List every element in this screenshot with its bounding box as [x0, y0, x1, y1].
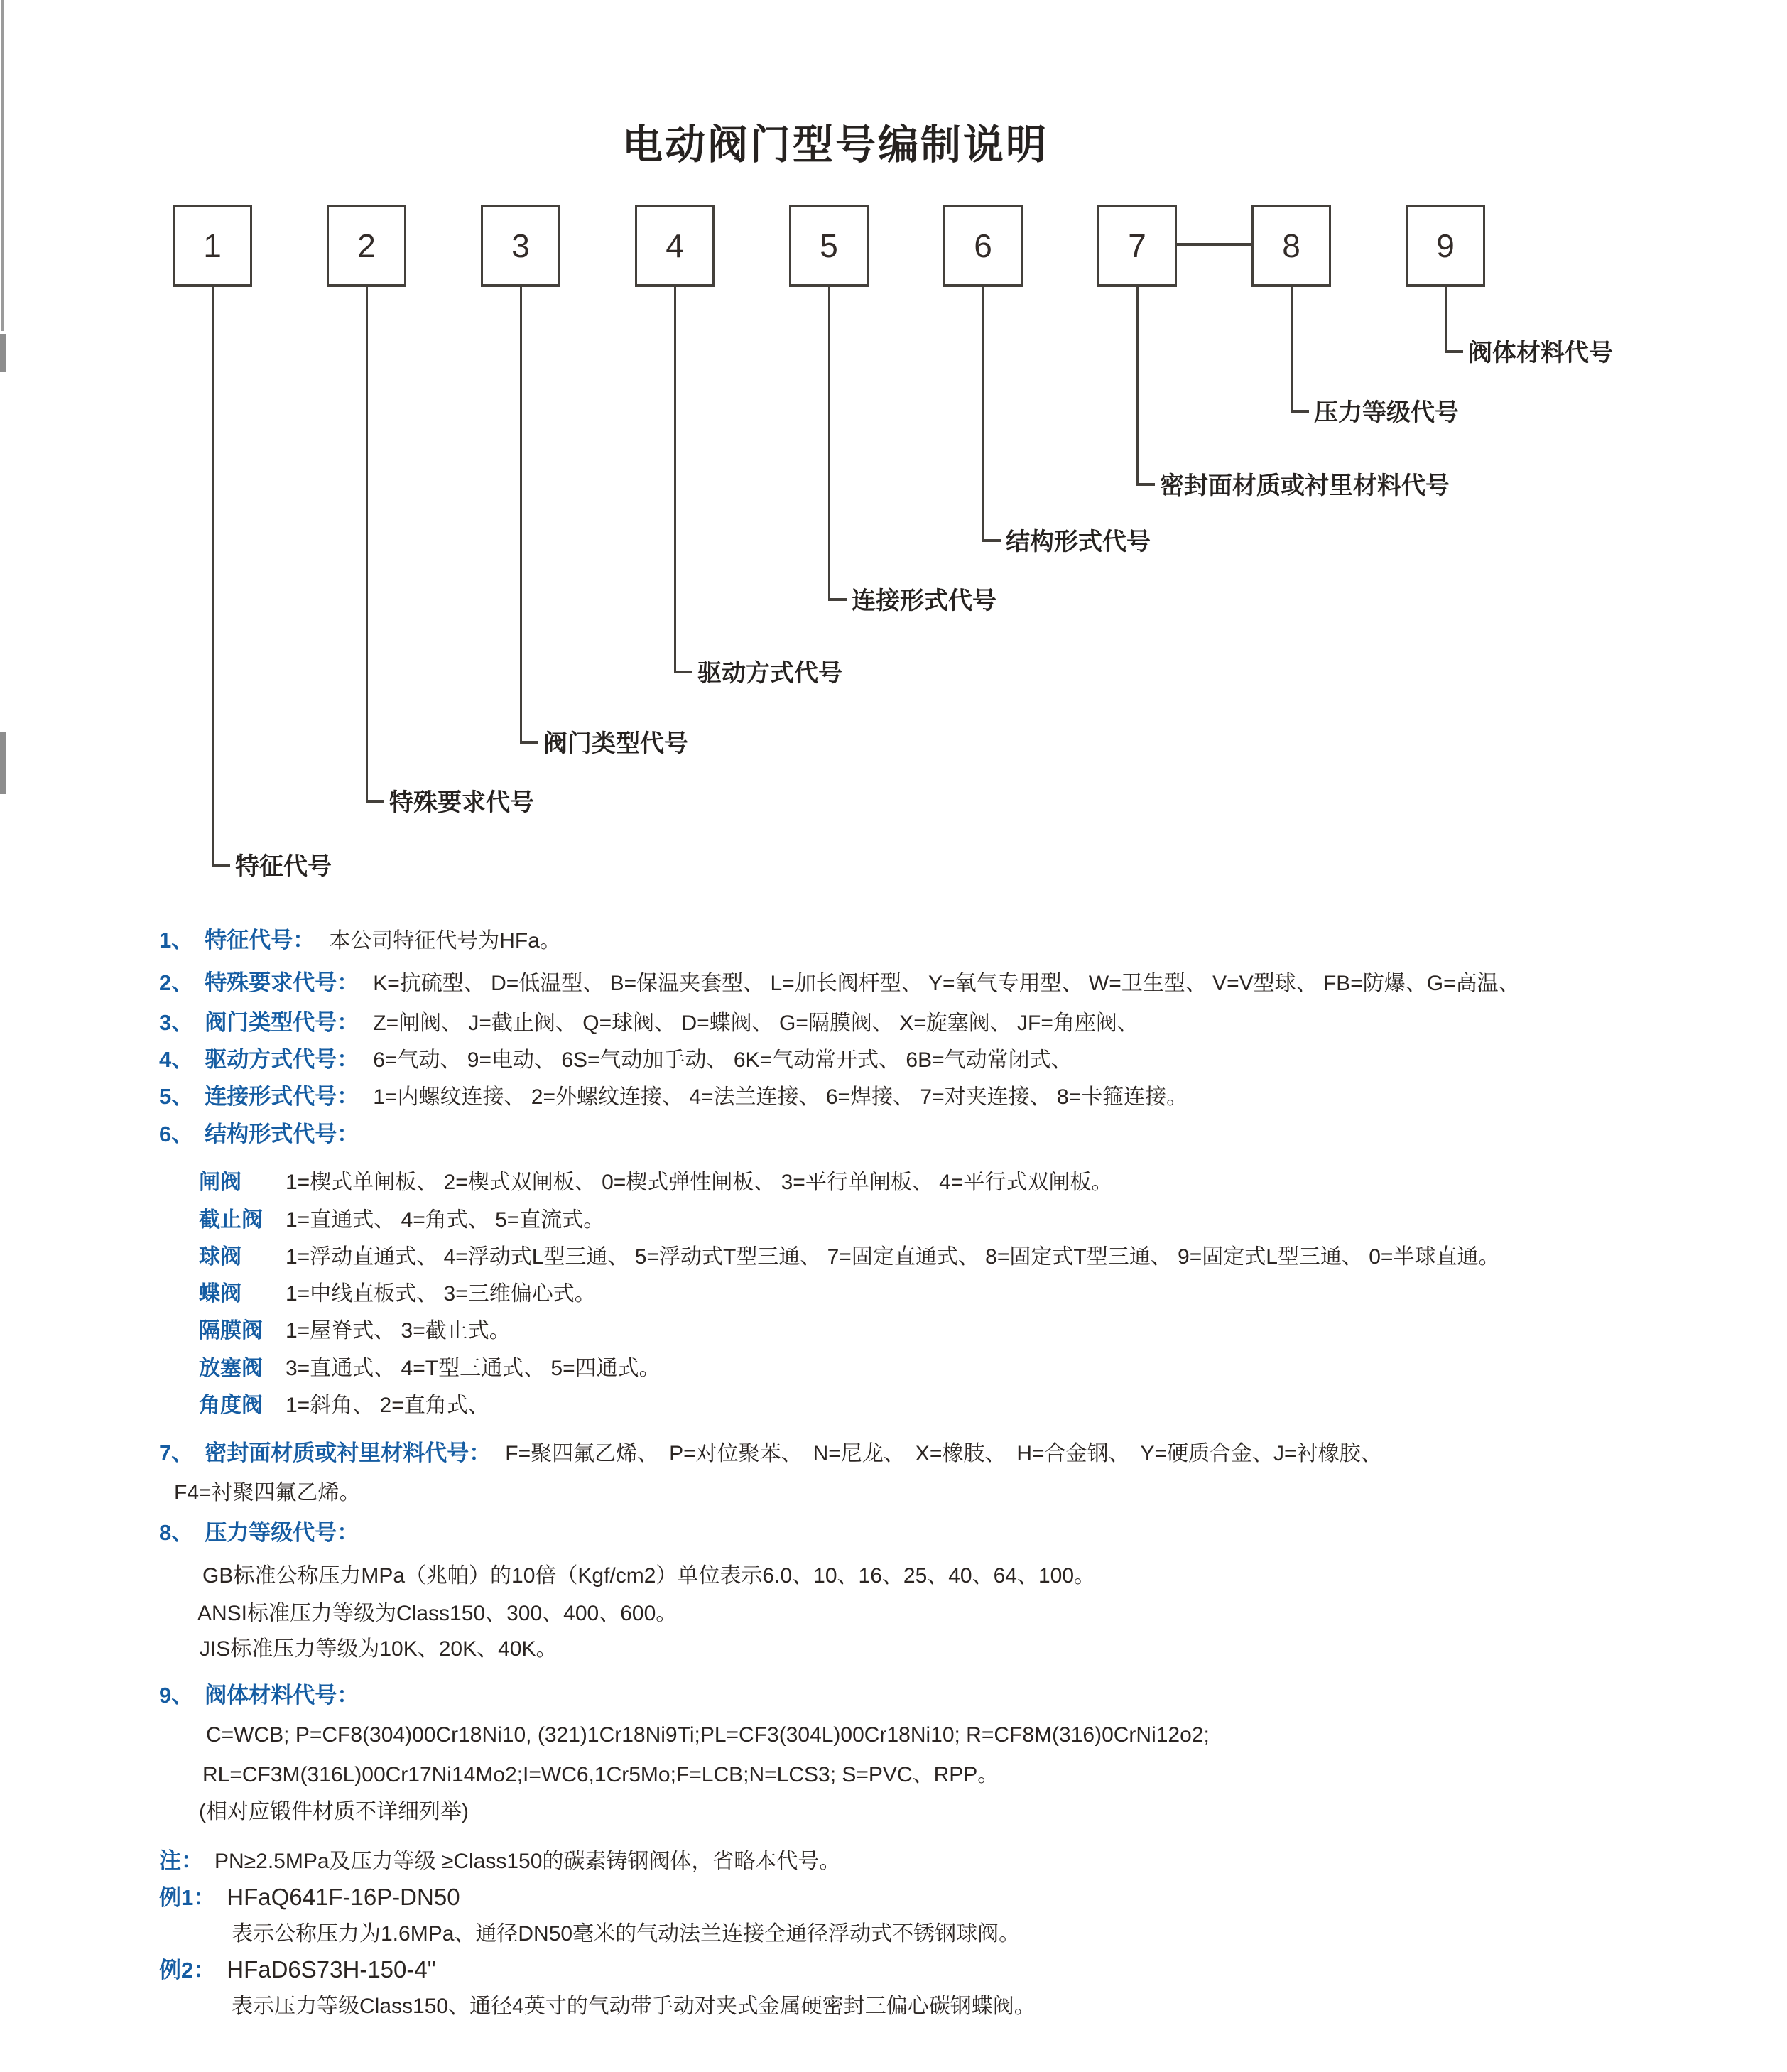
diagram-label-valve-body-material: 阀体材料代号	[1468, 340, 1613, 367]
valve-codes: 1=楔式单闸板、 2=楔式双闸板、 0=楔式弹性闸板、 3=平行单闸板、 4=平行式双闸板。	[286, 1171, 1113, 1194]
section-content: 本公司特征代号为HFa。	[329, 929, 561, 953]
section-7-continuation: F4=衬聚四氟乙烯。	[174, 1481, 361, 1504]
diagram-label-special-requirement: 特殊要求代号	[389, 789, 534, 816]
box-number: 9	[1436, 227, 1455, 264]
valve-name: 球阀	[199, 1245, 241, 1269]
section-row-6	[159, 1121, 373, 1149]
section-number: 6、	[159, 1122, 194, 1146]
section-number: 9、	[159, 1683, 194, 1708]
note-row	[159, 1848, 840, 1875]
section-row-9	[159, 1682, 373, 1710]
section-label: 结构形式代号：	[205, 1122, 359, 1146]
leader-corner-6	[982, 539, 1001, 542]
diagram-label-valve-type: 阀门类型代号	[543, 730, 688, 757]
example-2-row	[159, 1956, 435, 1985]
leader-line-1	[212, 287, 214, 867]
diagram-label-connection-form: 连接形式代号	[852, 587, 996, 614]
box-number: 6	[974, 227, 992, 264]
valve-codes: 1=斜角、 2=直角式、	[286, 1394, 489, 1417]
valve-codes: 3=直通式、 4=T型三通式、 5=四通式。	[286, 1357, 661, 1380]
material-line-3: (相对应锻件材质不详细列举)	[199, 1800, 469, 1823]
valve-name: 蝶阀	[199, 1282, 241, 1306]
leader-corner-9	[1445, 350, 1463, 353]
pressure-line-jis: JIS标准压力等级为10K、20K、40K。	[200, 1637, 558, 1661]
leader-corner-5	[828, 598, 847, 601]
valve-codes: 1=屋脊式、 3=截止式。	[286, 1319, 511, 1343]
structure-row-diaphragm-valve	[199, 1318, 511, 1345]
section-row-1	[159, 927, 561, 955]
diagram-box-5	[789, 205, 869, 287]
left-crop-mark-line	[1, 0, 4, 331]
leader-line-7	[1136, 287, 1139, 486]
page-title: 电动阀门型号编制说明	[622, 122, 1048, 168]
structure-row-butterfly-valve	[199, 1281, 596, 1308]
box-number: 7	[1128, 227, 1146, 264]
example-1-row	[159, 1884, 460, 1912]
left-crop-mark-bar-1	[0, 334, 6, 372]
structure-row-gate-valve	[199, 1169, 1112, 1196]
connector-box7-box8	[1177, 243, 1251, 246]
section-row-3	[159, 1009, 1139, 1037]
pressure-line-ansi: ANSI标准压力等级为Class150、300、400、600。	[197, 1602, 678, 1625]
leader-line-3	[520, 287, 522, 744]
leader-corner-1	[212, 864, 230, 867]
diagram-label-drive-mode: 驱动方式代号	[697, 660, 842, 687]
left-crop-mark-bar-2	[0, 732, 6, 794]
structure-row-globe-valve	[199, 1207, 604, 1234]
example-1-code: HFaQ641F-16P-DN50	[227, 1884, 460, 1910]
valve-name: 隔膜阀	[199, 1319, 263, 1343]
section-content: 6=气动、 9=电动、 6S=气动加手动、 6K=气动常开式、 6B=气动常闭式、	[373, 1048, 1072, 1072]
section-number: 7、	[159, 1441, 194, 1465]
section-number: 3、	[159, 1010, 194, 1035]
leader-corner-4	[674, 671, 692, 673]
box-number: 5	[820, 227, 838, 264]
section-row-5	[159, 1083, 1188, 1111]
leader-corner-2	[366, 800, 384, 803]
valve-name: 角度阀	[199, 1394, 263, 1417]
section-content: 1=内螺纹连接、 2=外螺纹连接、 4=法兰连接、 6=焊接、 7=对夹连接、 8=卡箍连接。	[373, 1085, 1188, 1109]
leader-corner-3	[520, 741, 538, 744]
section-content: K=抗硫型、 D=低温型、 B=保温夹套型、 L=加长阀杆型、 Y=氧气专用型、 W=卫生型、 V=V型球、 FB=防爆、G=高温、	[373, 972, 1520, 995]
leader-line-4	[674, 287, 676, 673]
leader-line-5	[828, 287, 830, 601]
diagram-label-sealing-material: 密封面材质或衬里材料代号	[1160, 472, 1450, 499]
section-label: 驱动方式代号：	[205, 1047, 359, 1072]
section-number: 4、	[159, 1047, 194, 1072]
section-label: 压力等级代号：	[205, 1520, 359, 1545]
diagram-box-2	[327, 205, 406, 287]
diagram-box-7	[1097, 205, 1177, 287]
section-number: 5、	[159, 1084, 194, 1109]
valve-name: 截止阀	[199, 1208, 263, 1232]
box-number: 3	[511, 227, 530, 264]
example-2-code: HFaD6S73H-150-4"	[227, 1956, 436, 1982]
diagram-label-structure-form: 结构形式代号	[1006, 528, 1151, 555]
material-line-2: RL=CF3M(316L)00Cr17Ni14Mo2;I=WC6,1Cr5Mo;F=LCB;N=LCS3; S=PVC、RPP。	[202, 1763, 999, 1786]
section-label: 阀体材料代号：	[205, 1683, 359, 1708]
valve-codes: 1=直通式、 4=角式、 5=直流式。	[286, 1208, 605, 1232]
leader-corner-8	[1291, 410, 1309, 413]
box-number: 1	[203, 227, 222, 264]
example-1-description: 表示公称压力为1.6MPa、通径DN50毫米的气动法兰连接全通径浮动式不锈钢球阀。	[232, 1922, 1021, 1946]
diagram-label-feature-code: 特征代号	[235, 853, 332, 880]
leader-line-2	[366, 287, 368, 803]
pressure-line-gb: GB标准公称压力MPa（兆帕）的10倍（Kgf/cm2）单位表示6.0、10、16、25、40、64、100。	[202, 1564, 1096, 1588]
section-label: 连接形式代号：	[205, 1084, 359, 1109]
box-number: 2	[357, 227, 376, 264]
leader-corner-7	[1136, 483, 1155, 486]
material-line-1: C=WCB; P=CF8(304)00Cr18Ni10, (321)1Cr18Ni9Ti;PL=CF3(304L)00Cr18Ni10; R=CF8M(316)0CrNi12o2;	[206, 1723, 1210, 1747]
structure-row-plug-valve	[199, 1355, 661, 1382]
section-number: 2、	[159, 970, 194, 995]
diagram-label-pressure-class: 压力等级代号	[1314, 399, 1459, 426]
section-content: F=聚四氟乙烯、 P=对位聚苯、 N=尼龙、 X=橡肢、 H=合金钢、 Y=硬质合金、J=衬橡胶、	[505, 1442, 1382, 1465]
section-row-2	[159, 970, 1520, 997]
leader-line-8	[1291, 287, 1293, 413]
section-content: Z=闸阀、 J=截止阀、 Q=球阀、 D=蝶阀、 G=隔膜阀、 X=旋塞阀、 JF=角座阀、	[373, 1011, 1139, 1035]
diagram-box-6	[943, 205, 1023, 287]
diagram-box-3	[481, 205, 560, 287]
leader-line-6	[982, 287, 984, 542]
note-label: 注：	[159, 1848, 203, 1873]
valve-name: 放塞阀	[199, 1357, 263, 1380]
diagram-box-8	[1251, 205, 1331, 287]
section-row-8	[159, 1519, 373, 1547]
valve-codes: 1=浮动直通式、 4=浮动式L型三通、 5=浮动式T型三通、 7=固定直通式、 8=固定式T型三通、 9=固定式L型三通、 0=半球直通。	[286, 1245, 1500, 1269]
diagram-box-9	[1406, 205, 1485, 287]
valve-name: 闸阀	[199, 1171, 241, 1194]
leader-line-9	[1445, 287, 1447, 353]
diagram-box-1	[173, 205, 252, 287]
section-label: 特征代号：	[205, 928, 315, 953]
section-label: 阀门类型代号：	[205, 1010, 359, 1035]
example-2-description: 表示压力等级Class150、通径4英寸的气动带手动对夹式金属硬密封三偏心碳钢蝶阀。	[232, 1995, 1036, 2018]
structure-row-ball-valve	[199, 1244, 1499, 1271]
section-row-4	[159, 1046, 1072, 1074]
diagram-box-4	[635, 205, 715, 287]
structure-row-angle-valve	[199, 1392, 489, 1419]
section-number: 8、	[159, 1520, 194, 1545]
section-number: 1、	[159, 928, 194, 953]
section-label: 密封面材质或衬里材料代号：	[205, 1441, 491, 1465]
section-label: 特殊要求代号：	[205, 970, 359, 995]
example-2-label: 例2：	[159, 1958, 216, 1982]
valve-codes: 1=中线直板式、 3=三维偏心式。	[286, 1282, 596, 1306]
section-row-7	[159, 1440, 1382, 1468]
note-text: PN≥2.5MPa及压力等级 ≥Class150的碳素铸钢阀体，省略本代号。	[214, 1850, 841, 1873]
example-1-label: 例1：	[159, 1885, 216, 1910]
box-number: 8	[1282, 227, 1300, 264]
box-number: 4	[666, 227, 684, 264]
